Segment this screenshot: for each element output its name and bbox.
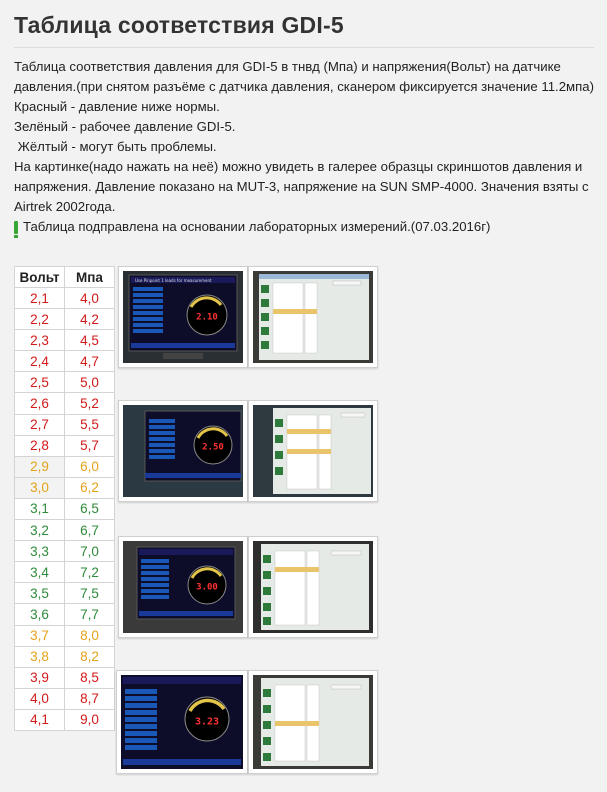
exclamation-icon	[14, 221, 18, 234]
gallery-thumb-mut3-2[interactable]	[248, 400, 378, 502]
mpa-cell: 7,5	[65, 583, 115, 604]
mpa-cell: 7,7	[65, 604, 115, 625]
mut3-screen-image	[253, 541, 373, 633]
table-row	[15, 477, 115, 498]
volt-cell: 3,3	[15, 541, 65, 562]
mpa-cell: 4,2	[65, 309, 115, 330]
table-row	[15, 541, 115, 562]
gallery-thumb-scope-3[interactable]	[118, 536, 248, 638]
mpa-cell: 6,2	[65, 477, 115, 498]
volt-cell: 4,1	[15, 709, 65, 730]
intro-text	[14, 57, 594, 237]
table-row	[15, 288, 115, 309]
volt-cell: 3,4	[15, 562, 65, 583]
volt-cell: 2,8	[15, 435, 65, 456]
mut3-screen-image	[253, 675, 373, 769]
table-row	[15, 435, 115, 456]
mpa-cell: 9,0	[65, 709, 115, 730]
mpa-cell: 4,5	[65, 330, 115, 351]
header-volt: Вольт	[15, 267, 65, 288]
volt-cell: 3,1	[15, 498, 65, 519]
mpa-cell: 7,0	[65, 541, 115, 562]
legend-yellow: Жёлтый - могут быть проблемы.	[14, 139, 217, 154]
page-title: Таблица соответствия GDI-5	[14, 12, 594, 48]
volt-cell: 2,6	[15, 393, 65, 414]
volt-cell: 2,3	[15, 330, 65, 351]
volt-cell: 2,2	[15, 309, 65, 330]
table-row	[15, 309, 115, 330]
volt-cell: 3,0	[15, 477, 65, 498]
mpa-cell: 6,5	[65, 498, 115, 519]
mpa-cell: 6,7	[65, 520, 115, 541]
table-row	[15, 709, 115, 730]
table-row	[15, 330, 115, 351]
volt-cell: 4,0	[15, 688, 65, 709]
volt-cell: 2,7	[15, 414, 65, 435]
volt-cell: 3,7	[15, 625, 65, 646]
mpa-cell: 8,7	[65, 688, 115, 709]
article	[14, 0, 594, 237]
scope-screen-image	[123, 541, 243, 633]
mut3-screen-image	[253, 271, 373, 363]
volt-cell: 3,2	[15, 520, 65, 541]
table-header-row	[15, 267, 115, 288]
voltage-reading-3: 3.00	[196, 582, 218, 593]
volt-cell: 3,6	[15, 604, 65, 625]
gallery-thumb-mut3-4[interactable]	[248, 670, 378, 774]
gallery-thumb-mut3-1[interactable]	[248, 266, 378, 368]
scope-header-text: Use Pinpoint 1 leads for measurement	[135, 278, 212, 283]
volt-cell: 3,8	[15, 646, 65, 667]
intro-description: Таблица соответствия давления для GDI-5 в тнвд (Мпа) и напряжения(Вольт) на датчике давления.(при снятом разъёме с датчика давления, сканером фиксируется значение 11.2мпа)	[14, 59, 594, 94]
volt-cell: 3,9	[15, 667, 65, 688]
volt-cell: 3,5	[15, 583, 65, 604]
volt-cell: 2,4	[15, 351, 65, 372]
voltage-reading-1: 2.10	[196, 312, 218, 323]
table-row	[15, 625, 115, 646]
header-mpa: Мпа	[65, 267, 115, 288]
table-row	[15, 393, 115, 414]
legend-red: Красный - давление ниже нормы.	[14, 99, 220, 114]
table-row	[15, 456, 115, 477]
mpa-cell: 5,7	[65, 435, 115, 456]
voltage-reading-2: 2.50	[202, 442, 224, 453]
table-row	[15, 583, 115, 604]
voltage-pressure-table	[14, 266, 115, 731]
mpa-cell: 5,2	[65, 393, 115, 414]
legend-green: Зелёный - рабочее давление GDI-5.	[14, 119, 236, 134]
table-row	[15, 498, 115, 519]
scope-screen-image	[121, 675, 243, 769]
table-row	[15, 414, 115, 435]
volt-cell: 2,5	[15, 372, 65, 393]
table-row	[15, 688, 115, 709]
volt-cell: 2,1	[15, 288, 65, 309]
update-note	[14, 217, 594, 237]
mpa-cell: 7,2	[65, 562, 115, 583]
scope-screen-image	[123, 271, 243, 363]
gallery-thumb-scope-4[interactable]	[116, 670, 248, 774]
mpa-cell: 8,2	[65, 646, 115, 667]
mpa-cell: 6,0	[65, 456, 115, 477]
table-row	[15, 604, 115, 625]
voltage-reading-4: 3.23	[194, 716, 220, 728]
table-row	[15, 562, 115, 583]
table-row	[15, 520, 115, 541]
table-row	[15, 351, 115, 372]
mpa-cell: 4,7	[65, 351, 115, 372]
scope-screen-image	[123, 405, 243, 497]
table-row	[15, 667, 115, 688]
mpa-cell: 8,5	[65, 667, 115, 688]
table-row	[15, 372, 115, 393]
mut3-screen-image	[253, 405, 373, 497]
gallery-thumb-scope-1[interactable]	[118, 266, 248, 368]
intro-gallery-note: На картинке(надо нажать на неё) можно увидеть в галерее образцы скриншотов давления и напряжения. Давление показано на MUT-3, напряжение на SUN SMP-4000. Значения взяты с Airtrek 2002года.	[14, 159, 589, 214]
update-note-text: Таблица подправлена на основании лабораторных измерений.(07.03.2016г)	[23, 219, 491, 234]
gallery-thumb-mut3-3[interactable]	[248, 536, 378, 638]
table-row	[15, 646, 115, 667]
gallery-thumb-scope-2[interactable]	[118, 400, 248, 502]
mpa-cell: 8,0	[65, 625, 115, 646]
mpa-cell: 5,0	[65, 372, 115, 393]
volt-cell: 2,9	[15, 456, 65, 477]
mpa-cell: 5,5	[65, 414, 115, 435]
mpa-cell: 4,0	[65, 288, 115, 309]
